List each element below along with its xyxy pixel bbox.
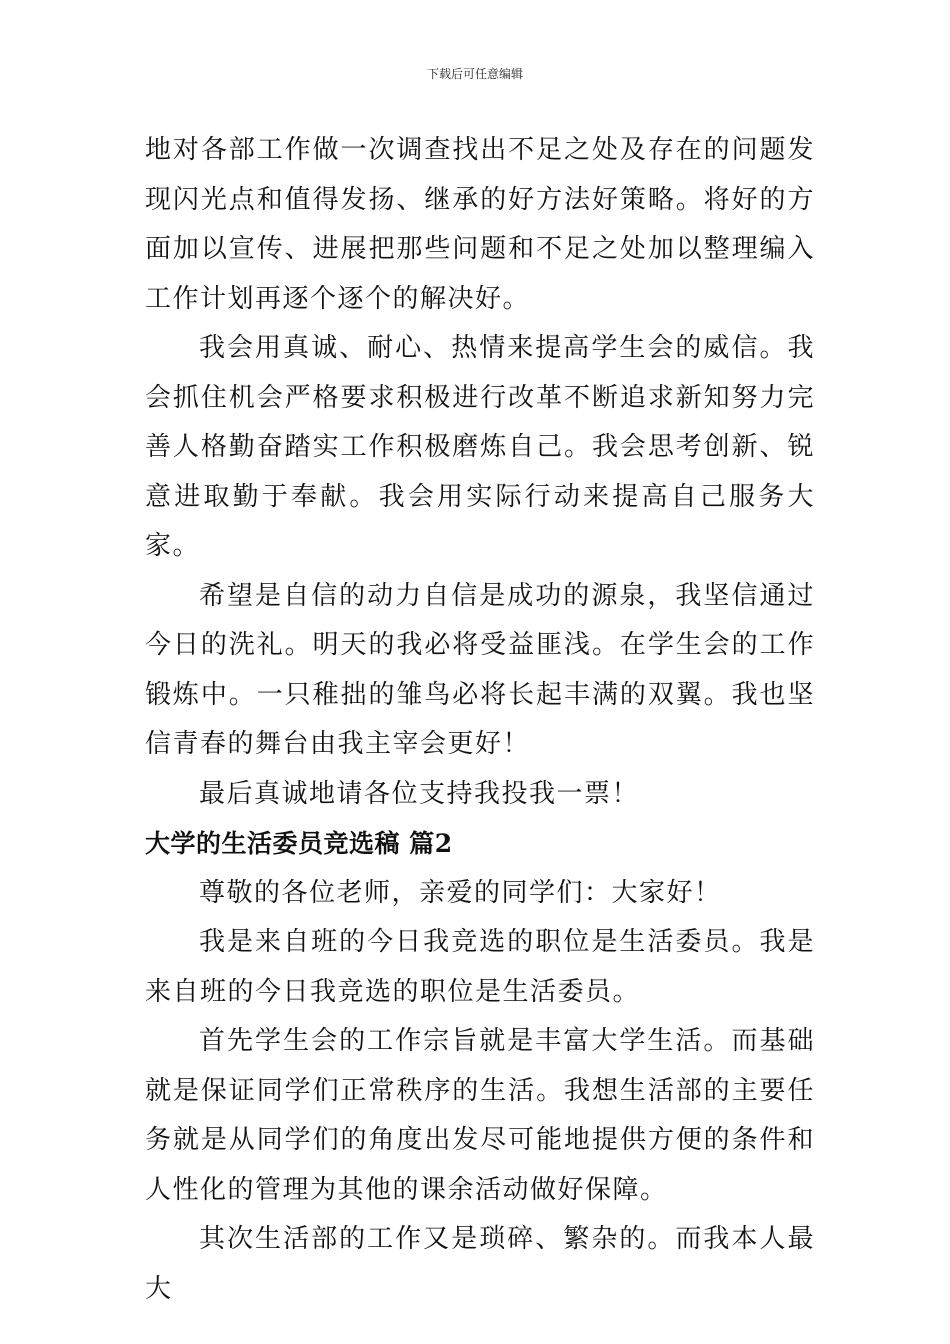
section-paragraph-4: 其次生活部的工作又是琐碎、繁杂的。而我本人最大 bbox=[145, 1224, 815, 1304]
section-title: 大学的生活委员竞选稿 篇2 bbox=[145, 829, 453, 858]
paragraph-2: 我会用真诚、耐心、热情来提高学生会的威信。我会抓住机会严格要求积极进行改革不断追求新知努力完善人格勤奋踏实工作积极磨炼自己。我会思考创新、锐意进取勤于奉献。我会用实际行动来提高自己服务大家。 bbox=[145, 333, 815, 561]
section-paragraph-2: 我是来自班的今日我竞选的职位是生活委员。我是来自班的今日我竞选的职位是生活委员。 bbox=[145, 927, 815, 1007]
section-paragraph-3: 首先学生会的工作宗旨就是丰富大学生活。而基础就是保证同学们正常秩序的生活。我想生活部的主要任务就是从同学们的角度出发尽可能地提供方便的条件和人性化的管理为其他的课余活动做好保障。 bbox=[145, 1026, 815, 1205]
document-body bbox=[145, 126, 815, 1314]
page-header: 下载后可任意编辑 bbox=[426, 67, 523, 81]
paragraph-4: 最后真诚地请各位支持我投我一票！ bbox=[199, 778, 640, 809]
paragraph-3: 希望是自信的动力自信是成功的源泉，我坚信通过今日的洗礼。明天的我必将受益匪浅。在学生会的工作锻炼中。一只稚拙的雏鸟必将长起丰满的双翼。我也坚信青春的舞台由我主宰会更好！ bbox=[145, 580, 815, 759]
section-paragraph-1: 尊敬的各位老师，亲爱的同学们：大家好！ bbox=[199, 877, 722, 908]
paragraph-1: 地对各部工作做一次调查找出不足之处及存在的问题发现闪光点和值得发扬、继承的好方法好策略。将好的方面加以宣传、进展把那些问题和不足之处加以整理编入工作计划再逐个逐个的解决好。 bbox=[145, 135, 815, 314]
